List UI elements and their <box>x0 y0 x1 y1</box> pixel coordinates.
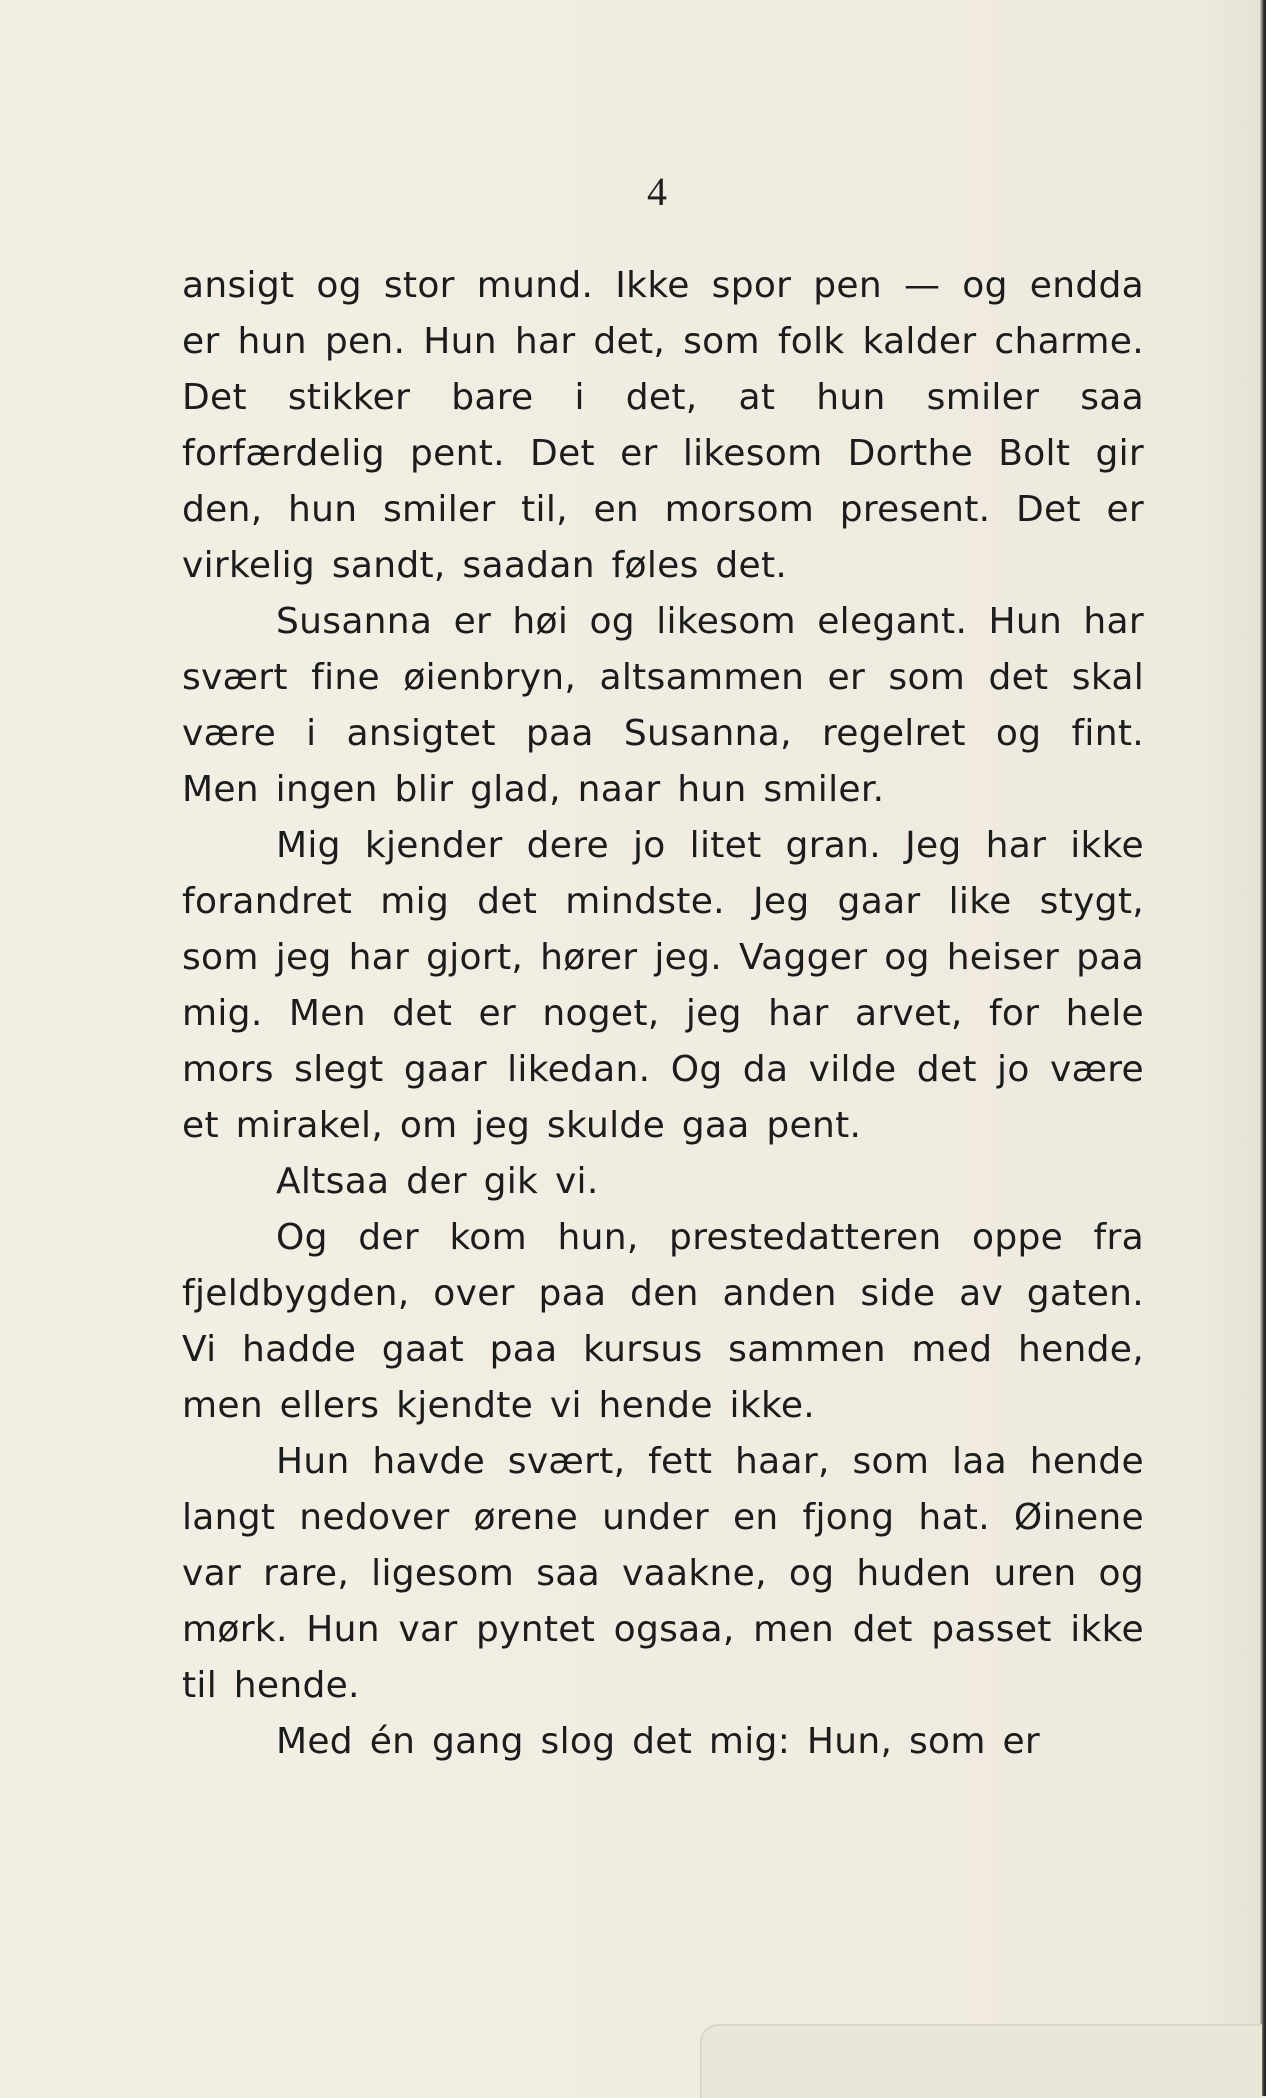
paragraph-4: Altsaa der gik vi. <box>276 1161 599 1202</box>
paragraph-7: Med én gang slog det mig: Hun, som er <box>276 1721 1040 1762</box>
page-number: 4 <box>647 169 667 214</box>
paragraph-6: Hun havde svært, fett haar, som laa hende langt nedover ørene under en fjong hat. Øinene var rare, ligesom saa vaakne, og huden uren og mørk. Hun var pyntet ogsaa, men det passet ikke til hende. <box>182 1441 1144 1706</box>
paragraph-3: Mig kjender dere jo litet gran. Jeg har ikke forandret mig det mindste. Jeg gaar like stygt, som jeg har gjort, hører jeg. Vagger og heiser paa mig. Men det er noget, jeg har arvet, for hele mors slegt gaar likedan. Og da vilde det jo være et mirakel, om jeg skulde gaa pent. <box>182 825 1144 1146</box>
body-text <box>182 258 1144 1770</box>
paragraph-1: ansigt og stor mund. Ikke spor pen — og endda er hun pen. Hun har det, som folk kalder charme. Det stikker bare i det, at hun smiler saa forfærdelig pent. Det er likesom Dorthe Bolt gir den, hun smiler til, en morsom present. Det er virkelig sandt, saadan føles det. <box>182 265 1144 586</box>
page-edge-shadow <box>1260 0 1266 2096</box>
paragraph-5: Og der kom hun, prestedatteren oppe fra fjeldbygden, over paa den anden side av gaten. Vi hadde gaat paa kursus sammen med hende, men ellers kjendte vi hende ikke. <box>182 1217 1144 1426</box>
paragraph-2: Susanna er høi og likesom elegant. Hun har svært fine øienbryn, altsammen er som det skal være i ansigtet paa Susanna, regelret og fint. Men ingen blir glad, naar hun smiler. <box>182 601 1144 810</box>
page-corner-tab <box>700 2024 1262 2098</box>
